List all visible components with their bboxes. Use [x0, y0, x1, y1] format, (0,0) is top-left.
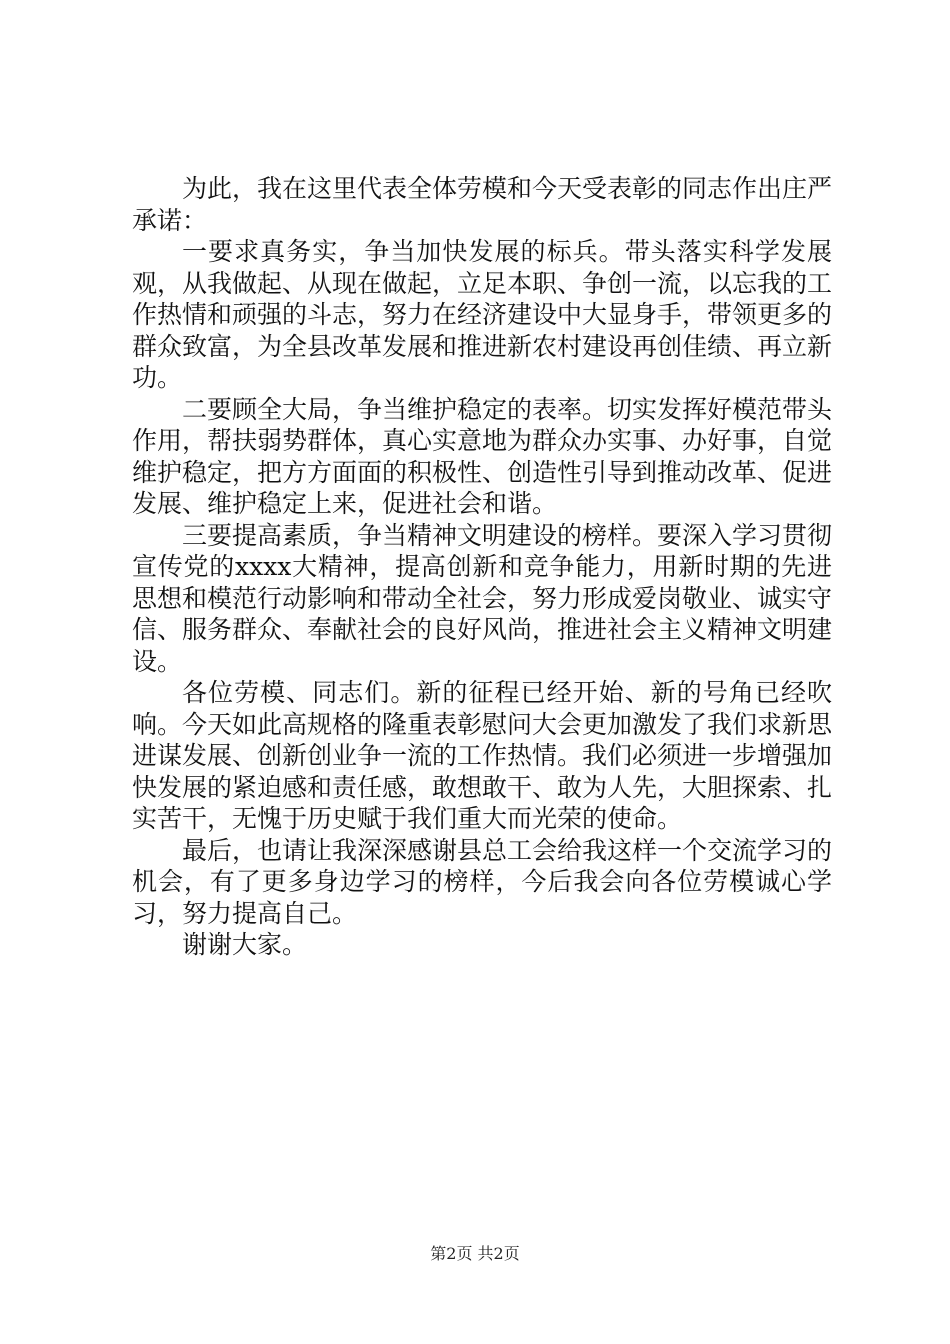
paragraph-pledge-intro: 为此，我在这里代表全体劳模和今天受表彰的同志作出庄严承诺：	[132, 174, 833, 235]
paragraph-pledge-three: 三要提高素质，争当精神文明建设的榜样。要深入学习贯彻宣传党的xxxx大精神，提高创新和竞争能力，用新时期的先进思想和模范行动影响和带动全社会，努力形成爱岗敬业、诚实守信、服务群众、奉献社会的良好风尚，推进社会主义精神文明建设。	[132, 520, 833, 676]
paragraph-pledge-two: 二要顾全大局，争当维护稳定的表率。切实发挥好模范带头作用，帮扶弱势群体，真心实意地为群众办实事、办好事，自觉维护稳定，把方方面面的积极性、创造性引导到推动改革、促进发展、维护稳定上来，促进社会和谐。	[132, 394, 833, 518]
document-body	[132, 173, 832, 961]
paragraph-pledge-one: 一要求真务实，争当加快发展的标兵。带头落实科学发展观，从我做起、从现在做起，立足本职、争创一流，以忘我的工作热情和顽强的斗志，努力在经济建设中大显身手，带领更多的群众致富，为全县改革发展和推进新农村建设再创佳绩、再立新功。	[132, 237, 833, 392]
page-number-footer: 第2页 共2页	[430, 1244, 520, 1263]
paragraph-thanks-union: 最后，也请让我深深感谢县总工会给我这样一个交流学习的机会，有了更多身边学习的榜样，今后我会向各位劳模诚心学习，努力提高自己。	[132, 835, 833, 928]
paragraph-call-to-action: 各位劳模、同志们。新的征程已经开始、新的号角已经吹响。今天如此高规格的隆重表彰慰问大会更加激发了我们求新思进谋发展、创新创业争一流的工作热情。我们必须进一步增强加快发展的紧迫感和责任感，敢想敢干、敢为人先，大胆探索、扎实苦干，无愧于历史赋于我们重大而光荣的使命。	[132, 678, 833, 833]
paragraph-closing: 谢谢大家。	[182, 930, 308, 959]
